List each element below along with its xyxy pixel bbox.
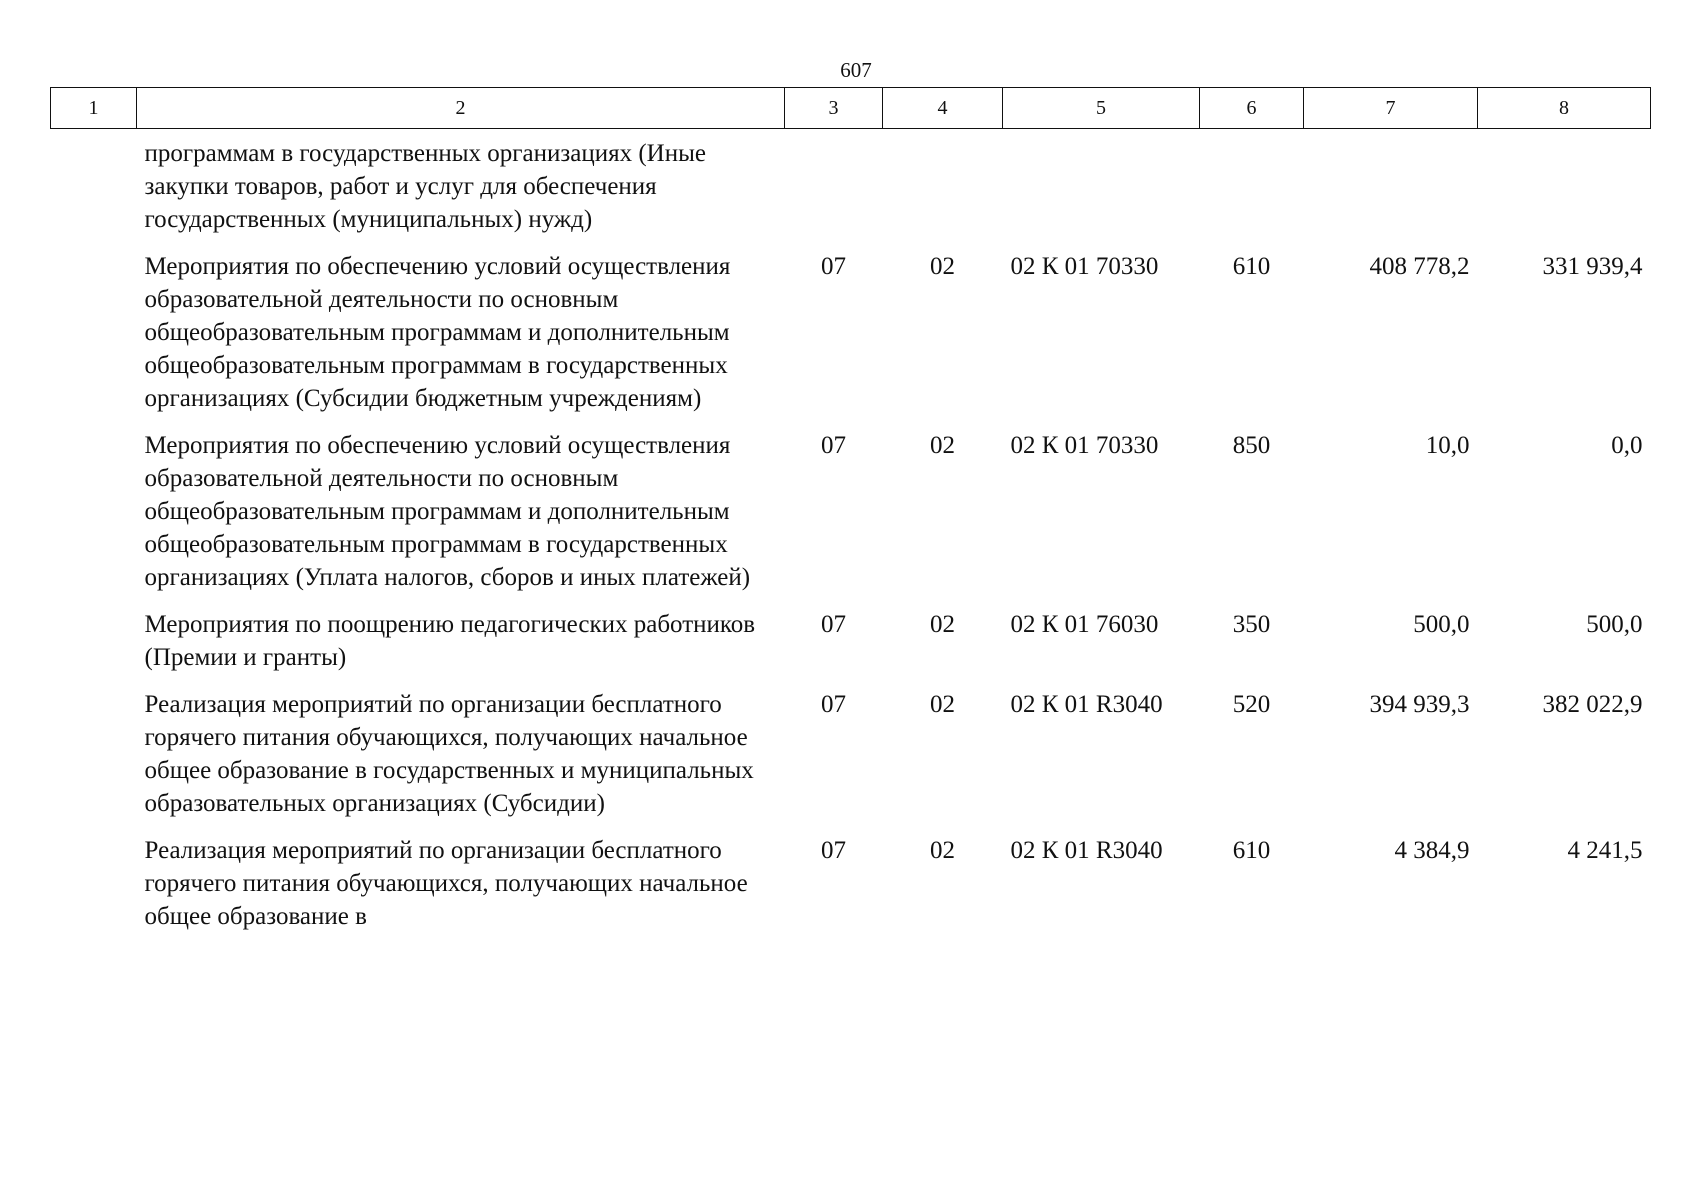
column-header-4: 4 xyxy=(883,88,1003,129)
amount-1-cell: 4 384,9 xyxy=(1394,837,1470,864)
description-cell: Реализация мероприятий по организации бесплатного горячего питания обучающихся, получающих начальное общее образование в xyxy=(144,837,748,930)
expense-type-cell: 350 xyxy=(1232,611,1271,638)
budget-table xyxy=(50,87,1651,947)
amount-2-cell: 4 241,5 xyxy=(1567,837,1643,864)
page-number: 607 xyxy=(840,58,872,82)
section-cell xyxy=(785,129,883,251)
table-row xyxy=(51,129,1651,251)
row-number-cell xyxy=(51,129,137,251)
amount-2-cell: 500,0 xyxy=(1586,611,1643,638)
target-article-cell: 02 К 01 70330 xyxy=(1010,432,1159,459)
expense-type-cell: 520 xyxy=(1232,691,1271,718)
amount-1-cell: 500,0 xyxy=(1413,611,1470,638)
amount-2-cell: 331 939,4 xyxy=(1542,253,1643,280)
row-number-cell xyxy=(51,688,137,834)
section-cell: 07 xyxy=(821,837,846,864)
subsection-cell: 02 xyxy=(930,432,955,459)
expense-type-cell: 610 xyxy=(1232,253,1271,280)
target-article-cell xyxy=(1003,129,1200,251)
amount-1-cell: 408 778,2 xyxy=(1369,253,1470,280)
amount-2-cell: 382 022,9 xyxy=(1542,691,1643,718)
row-number-cell xyxy=(51,250,137,429)
section-cell: 07 xyxy=(821,611,846,638)
section-cell: 07 xyxy=(821,432,846,459)
row-number-cell xyxy=(51,608,137,688)
section-cell: 07 xyxy=(821,691,846,718)
column-header-7: 7 xyxy=(1304,88,1478,129)
row-number-cell xyxy=(51,429,137,608)
table-row xyxy=(51,429,1651,608)
description-cell: Реализация мероприятий по организации бесплатного горячего питания обучающихся, получающих начальное общее образование в государственных и муниципальных образовательных организациях (Субсидии) xyxy=(144,691,754,817)
description-cell: программам в государственных организациях (Иные закупки товаров, работ и услуг для обеспечения государственных (муниципальных) нужд) xyxy=(144,140,706,233)
subsection-cell: 02 xyxy=(930,691,955,718)
amount-1-cell xyxy=(1304,129,1478,251)
table-row xyxy=(51,608,1651,688)
table-row xyxy=(51,250,1651,429)
column-header-3: 3 xyxy=(785,88,883,129)
subsection-cell xyxy=(883,129,1003,251)
amount-2-cell xyxy=(1478,129,1651,251)
subsection-cell: 02 xyxy=(930,611,955,638)
target-article-cell: 02 К 01 70330 xyxy=(1010,253,1159,280)
description-cell: Мероприятия по обеспечению условий осуществления образовательной деятельности по основным общеобразовательным программам и дополнительным общеобразовательным программам в государственных организациях (Субсидии бюджетным учреждениям) xyxy=(144,253,731,412)
expense-type-cell: 610 xyxy=(1232,837,1271,864)
subsection-cell: 02 xyxy=(930,253,955,280)
column-header-5: 5 xyxy=(1003,88,1200,129)
column-header-2: 2 xyxy=(137,88,785,129)
target-article-cell: 02 К 01 R3040 xyxy=(1010,837,1163,864)
table-row xyxy=(51,834,1651,947)
target-article-cell: 02 К 01 R3040 xyxy=(1010,691,1163,718)
table-body xyxy=(51,129,1651,948)
amount-1-cell: 394 939,3 xyxy=(1369,691,1470,718)
amount-2-cell: 0,0 xyxy=(1611,432,1643,459)
row-number-cell xyxy=(51,834,137,947)
expense-type-cell: 850 xyxy=(1232,432,1271,459)
table-header xyxy=(51,88,1651,129)
column-header-1: 1 xyxy=(51,88,137,129)
target-article-cell: 02 К 01 76030 xyxy=(1010,611,1159,638)
table-row xyxy=(51,688,1651,834)
section-cell: 07 xyxy=(821,253,846,280)
subsection-cell: 02 xyxy=(930,837,955,864)
expense-type-cell xyxy=(1200,129,1304,251)
description-cell: Мероприятия по поощрению педагогических работников (Премии и гранты) xyxy=(144,611,756,671)
amount-1-cell: 10,0 xyxy=(1425,432,1470,459)
column-number-row xyxy=(51,88,1651,129)
column-header-8: 8 xyxy=(1478,88,1651,129)
column-header-6: 6 xyxy=(1200,88,1304,129)
description-cell: Мероприятия по обеспечению условий осуществления образовательной деятельности по основным общеобразовательным программам и дополнительным общеобразовательным программам в государственных организациях (Уплата налогов, сборов и иных платежей) xyxy=(144,432,751,591)
